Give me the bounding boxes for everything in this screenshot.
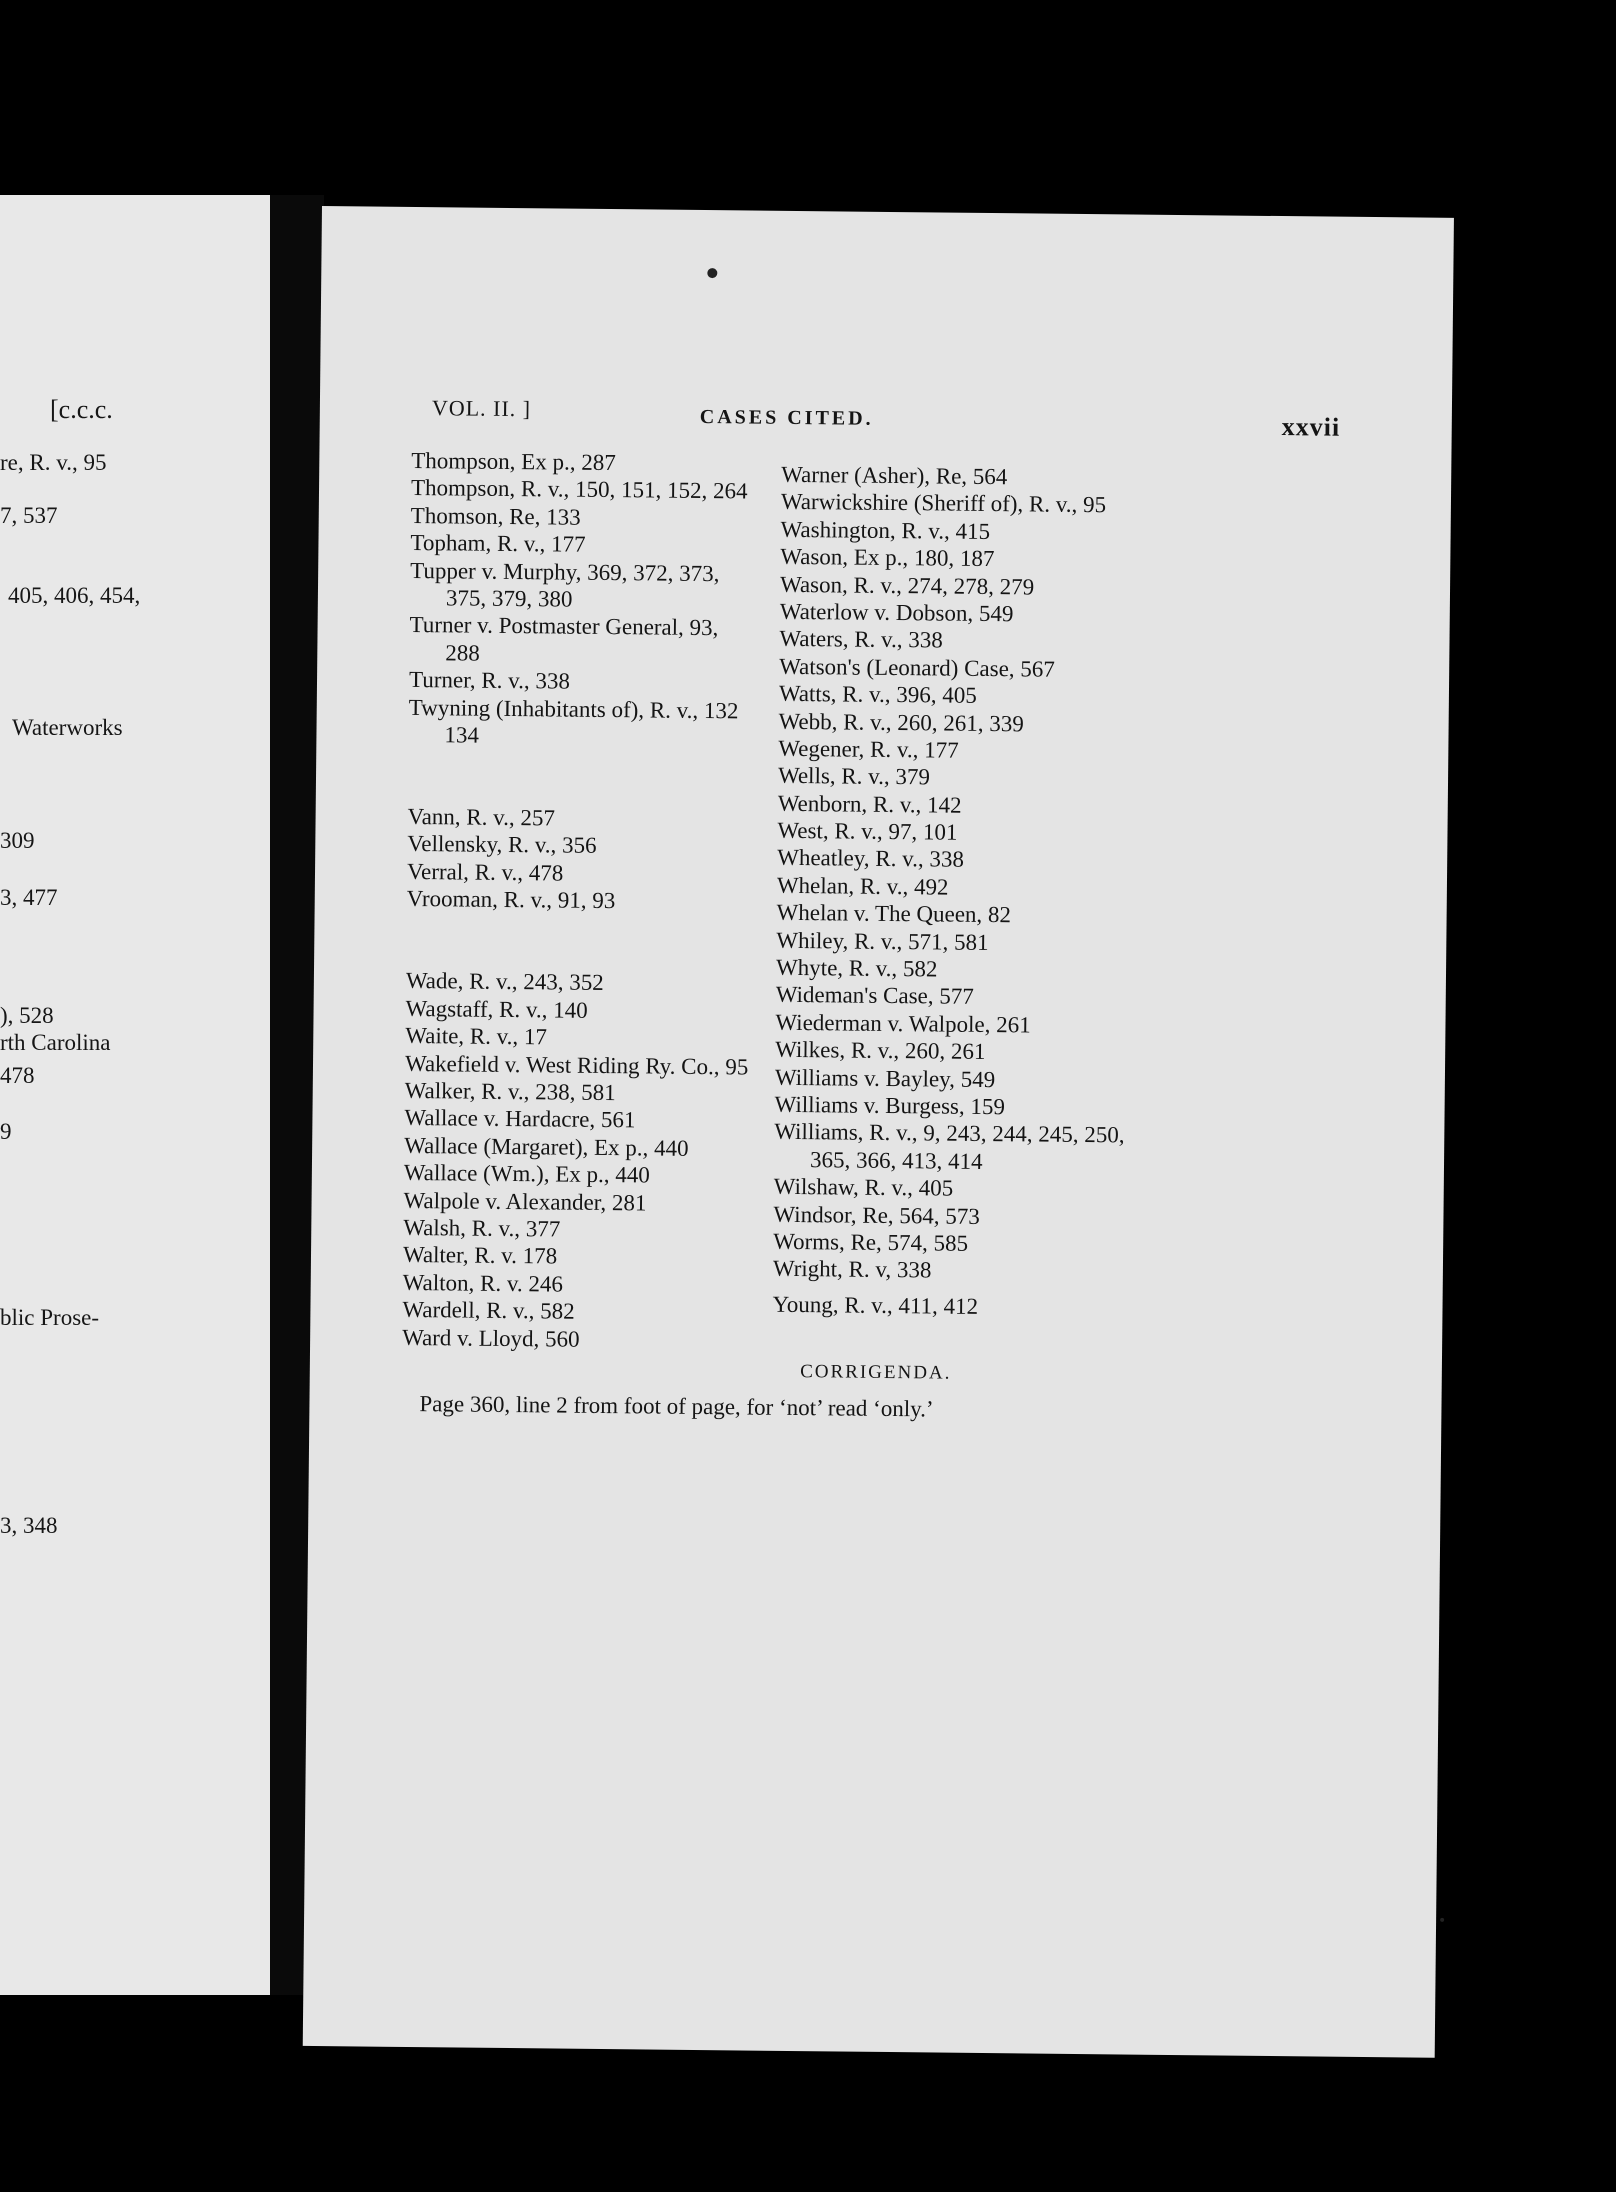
index-entry: Webb, R. v., 260, 261, 339: [778, 708, 1024, 736]
left-page-line: 478: [0, 1063, 35, 1088]
index-entry: Worms, Re, 574, 585: [773, 1228, 969, 1256]
left-page-line: 309: [0, 828, 35, 853]
index-entry: Watson's (Leonard) Case, 567: [779, 653, 1055, 682]
index-entry: Vrooman, R. v., 91, 93: [406, 886, 616, 914]
page-number: xxvii: [1281, 412, 1341, 442]
index-entry: Walter, R. v. 178: [402, 1242, 558, 1269]
left-page-header: [c.c.c.: [50, 395, 113, 424]
index-entry: Thomson, Re, 133: [410, 502, 581, 530]
index-entry: Wheatley, R. v., 338: [777, 845, 965, 873]
index-entry: Wallace v. Hardacre, 561: [404, 1105, 636, 1133]
index-entry: Washington, R. v., 415: [780, 516, 991, 544]
index-entry: Wright, R. v, 338: [772, 1256, 932, 1283]
index-entry: Walpole v. Alexander, 281: [403, 1187, 647, 1215]
index-entry: Wenborn, R. v., 142: [777, 790, 962, 818]
right-page: [303, 206, 1454, 2058]
index-entry: Wideman's Case, 577: [775, 982, 974, 1010]
left-page-line: re, R. v., 95: [0, 450, 107, 475]
index-entry: Wason, Ex p., 180, 187: [780, 543, 995, 572]
index-entry: Young, R. v., 411, 412: [772, 1291, 979, 1319]
section-gap: [406, 940, 776, 971]
index-entry: Walton, R. v. 246: [402, 1269, 564, 1297]
left-page-line: ), 528: [0, 1003, 54, 1028]
index-entry: Topham, R. v., 177: [410, 530, 586, 557]
index-entry-continuation: 365, 366, 413, 414: [809, 1146, 983, 1174]
index-entry: Wilshaw, R. v., 405: [773, 1173, 954, 1201]
index-entry: Turner, R. v., 338: [408, 667, 571, 694]
index-entry: Whyte, R. v., 582: [775, 954, 938, 982]
left-page-line: 3, 348: [0, 1513, 58, 1538]
volume-header: VOL. II. ]: [431, 395, 532, 422]
left-page-line: 405, 406, 454,: [8, 583, 141, 608]
index-entry: Wade, R. v., 243, 352: [405, 968, 604, 996]
left-page-line: 3, 477: [0, 885, 58, 910]
index-entry: Walsh, R. v., 377: [403, 1214, 561, 1242]
index-entry: Wilkes, R. v., 260, 261: [775, 1036, 986, 1065]
index-entry: Wallace (Wm.), Ex p., 440: [403, 1160, 650, 1188]
section-gap: [406, 913, 776, 944]
index-entry: Waterlow v. Dobson, 549: [779, 598, 1014, 627]
index-entry: Whiley, R. v., 571, 581: [776, 927, 989, 955]
index-entry: Vann, R. v., 257: [407, 804, 556, 831]
index-entry: Whelan, R. v., 492: [776, 872, 949, 900]
left-page-line: rth Carolina: [0, 1030, 111, 1055]
index-entry: Warwickshire (Sheriff of), R. v., 95: [780, 489, 1107, 518]
index-entry: Turner v. Postmaster General, 93,: [409, 612, 719, 641]
index-entry: Verral, R. v., 478: [406, 858, 564, 886]
index-entry: Williams v. Burgess, 159: [774, 1091, 1006, 1120]
index-entry: Wason, R. v., 274, 278, 279: [779, 571, 1035, 600]
paper-speck: [1440, 1918, 1444, 1922]
index-entry: Warner (Asher), Re, 564: [781, 461, 1008, 490]
index-entry-continuation: 375, 379, 380: [445, 585, 573, 612]
index-entry: Wagstaff, R. v., 140: [405, 995, 588, 1023]
left-page-line: blic Prose-: [0, 1305, 100, 1330]
index-entry: Whelan v. The Queen, 82: [776, 900, 1012, 928]
left-page-line: 7, 537: [0, 503, 58, 528]
left-column-index: [402, 447, 781, 1355]
index-entry: Watts, R. v., 396, 405: [778, 680, 977, 709]
right-column-index: [772, 451, 1201, 1322]
index-entry: Wegener, R. v., 177: [778, 735, 959, 763]
section-gap: [408, 748, 778, 779]
index-entry: Twyning (Inhabitants of), R. v., 132: [408, 694, 739, 723]
corrigenda-text: Page 360, line 2 from foot of page, for ‘not’ read ‘only.’: [419, 1391, 934, 1422]
paper-speck: [707, 268, 717, 278]
index-entry: Walker, R. v., 238, 581: [404, 1077, 616, 1106]
index-entry-continuation: 134: [444, 722, 480, 748]
index-entry: Ward v. Lloyd, 560: [402, 1324, 580, 1352]
index-entry: Williams, R. v., 9, 243, 244, 245, 250,: [774, 1119, 1125, 1148]
index-entry: Tupper v. Murphy, 369, 372, 373,: [410, 557, 720, 586]
index-entry: Wells, R. v., 379: [777, 763, 931, 790]
left-page: [0, 195, 270, 1995]
index-entry: Waite, R. v., 17: [405, 1023, 548, 1050]
index-entry: Windsor, Re, 564, 573: [773, 1201, 981, 1229]
page-title: CASES CITED.: [699, 405, 874, 430]
index-entry: Thompson, Ex p., 287: [411, 447, 616, 476]
index-entry: Wakefield v. West Riding Ry. Co., 95: [404, 1050, 749, 1080]
section-gap: [408, 776, 778, 807]
corrigenda-heading: CORRIGENDA.: [800, 1361, 952, 1384]
index-entry: Wardell, R. v., 582: [402, 1297, 575, 1324]
left-page-line: Waterworks: [12, 715, 123, 740]
index-entry-continuation: 288: [445, 640, 480, 666]
index-entry: Thompson, R. v., 150, 151, 152, 264: [410, 475, 748, 504]
index-entry: Vellensky, R. v., 356: [407, 831, 597, 859]
left-page-line: 9: [0, 1119, 12, 1144]
index-entry: West, R. v., 97, 101: [777, 817, 958, 845]
index-entry: Wallace (Margaret), Ex p., 440: [404, 1132, 689, 1161]
index-entry: Waters, R. v., 338: [779, 626, 944, 653]
index-entry: Williams v. Bayley, 549: [774, 1064, 996, 1092]
index-entry: Wiederman v. Walpole, 261: [775, 1009, 1031, 1038]
